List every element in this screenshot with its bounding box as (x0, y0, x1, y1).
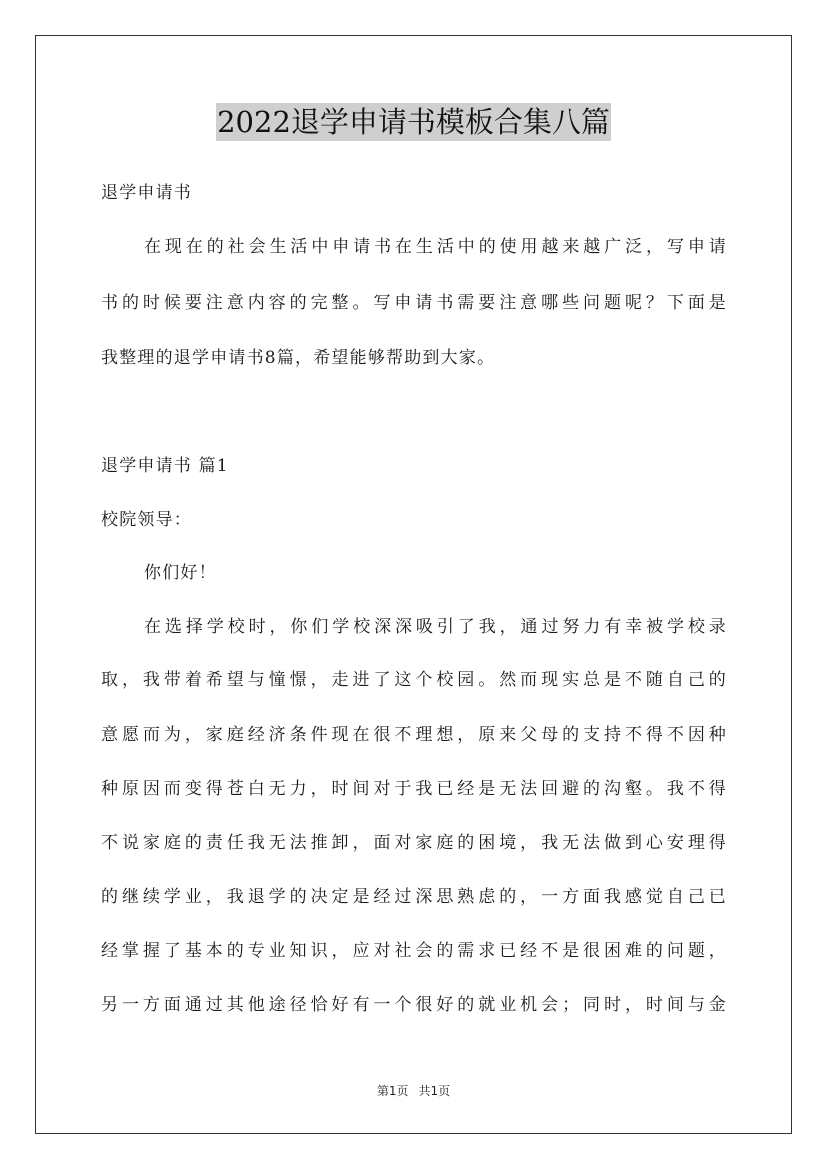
page-number: 第1页 (376, 1084, 409, 1098)
body-line-7: 经掌握了基本的专业知识，应对社会的需求已经不是很困难的问题， (101, 941, 727, 961)
title-container (0, 103, 827, 141)
body-line-8: 另一方面通过其他途径恰好有一个很好的就业机会；同时，时间与金 (101, 995, 727, 1015)
body-line-6: 的继续学业，我退学的决定是经过深思熟虑的，一方面我感觉自己已 (101, 887, 727, 907)
intro-line-1: 在现在的社会生活中申请书在生活中的使用越来越广泛，写申请 (144, 237, 727, 257)
page-total: 共1页 (418, 1084, 451, 1098)
intro-line-2: 书的时候要注意内容的完整。写申请书需要注意哪些问题呢？下面是 (101, 293, 727, 313)
document-heading: 退学申请书 (101, 183, 192, 203)
intro-line-3: 我整理的退学申请书8篇，希望能够帮助到大家。 (101, 348, 496, 368)
greeting: 你们好！ (144, 563, 217, 583)
body-line-2: 取，我带着希望与憧憬，走进了这个校园。然而现实总是不随自己的 (101, 670, 727, 690)
body-line-4: 种原因而变得苍白无力，时间对于我已经是无法回避的沟壑。我不得 (101, 779, 727, 799)
body-line-5: 不说家庭的责任我无法推卸，面对家庭的困境，我无法做到心安理得 (101, 833, 727, 853)
document-title: 2022退学申请书模板合集八篇 (217, 105, 610, 139)
page-footer (0, 1083, 827, 1099)
body-line-1: 在选择学校时，你们学校深深吸引了我，通过努力有幸被学校录 (144, 617, 727, 637)
body-line-3: 意愿而为，家庭经济条件现在很不理想，原来父母的支持不得不因种 (101, 725, 727, 745)
section-title: 退学申请书 篇1 (101, 456, 229, 476)
salutation: 校院领导： (101, 510, 192, 530)
